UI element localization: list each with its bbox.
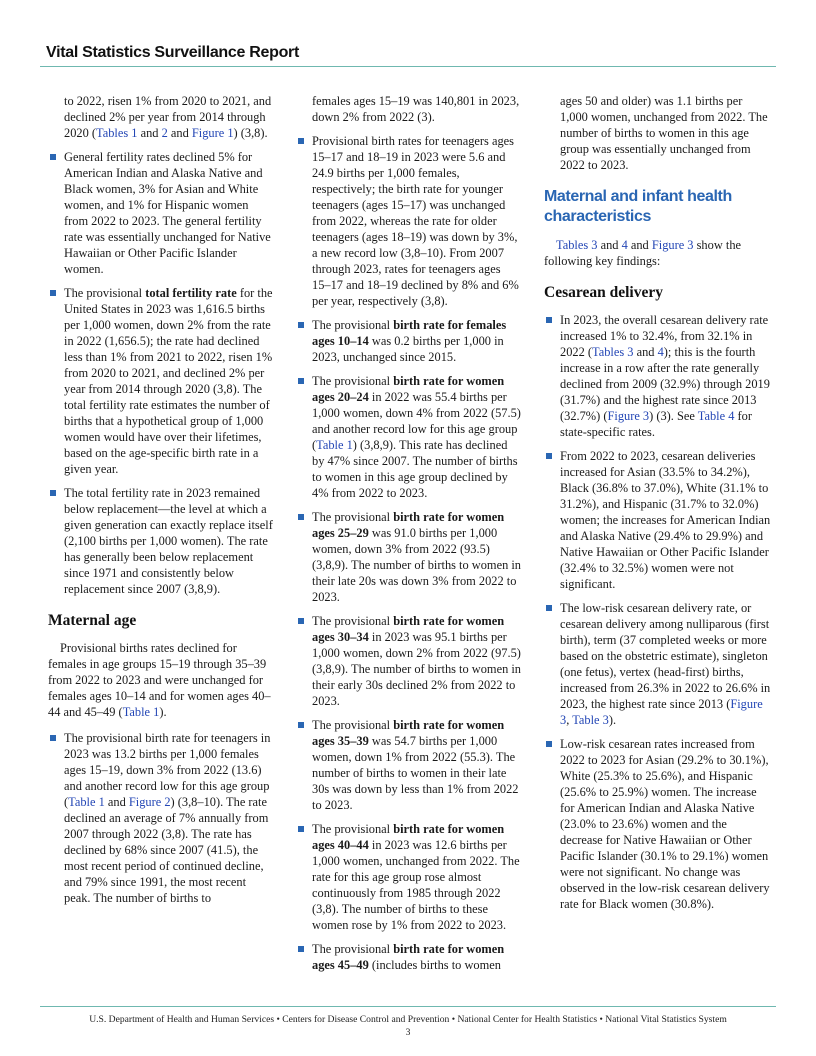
list-item: The low-risk cesarean delivery rate, or cesarean delivery among nulliparous (first birth), term (37 completed weeks or more based on the obstetric estimate), singleton (one fetus), vertex (head-first) births, increased from 26.3% in 2022 to 26.6% in 2023, the highest rate since 2013 (Figure 3, Table 3).: [544, 600, 772, 728]
link-tables-3[interactable]: Tables 3: [556, 238, 598, 252]
bullet-list: [544, 312, 772, 912]
link-table-2[interactable]: 2: [161, 126, 168, 140]
list-item: The provisional birth rate for teenagers in 2023 was 13.2 births per 1,000 females ages 15–19, down 3% from 2022 (13.6) and another record low for this age group (Table 1 and Figure 2) (3,8–10). The rate declined an average of 7% annually from 2007 through 2022 (3,8). The rate has declined by 68% since 2007 (41.5), the most recent period of continued decline, and 79% since 1991, the most recent peak. The number of births to: [48, 730, 273, 906]
footer-divider: [40, 1006, 776, 1007]
list-item: From 2022 to 2023, cesarean deliveries increased for Asian (33.5% to 34.2%), Black (36.8% to 37.0%), White (31.1% to 31.2%), and Hispanic (31.7% to 32.0%) women; the increases for American Indian and Alaska Native (29.4% to 29.9%) and Native Hawaiian or Other Pacific Islander (32.4% to 32.5%) women were not significant.: [544, 448, 772, 592]
link-figure-3[interactable]: Figure 3: [651, 238, 694, 252]
continued-paragraph: to 2022, risen 1% from 2020 to 2021, and declined 2% per year from 2014 through 2020 (Tables 1 and 2 and Figure 1) (3,8).: [64, 94, 272, 140]
list-item: The total fertility rate in 2023 remained below replacement—the level at which a given generation can exactly replace itself (2,100 births per 1,000 women). The rate has generally been below replacement since 1971 and consistently below replacement since 2007 (3,8,9).: [48, 485, 273, 597]
report-title: Vital Statistics Surveillance Report: [46, 44, 300, 61]
footer-text: U.S. Department of Health and Human Services • Centers for Disease Control and Prevention • National Center for Health Statistics • National Vital Statistics System: [89, 1014, 727, 1025]
bullet-list: [48, 149, 273, 597]
column-2: [296, 93, 522, 981]
list-item: The provisional birth rate for women ages 30–34 in 2023 was 95.1 births per 1,000 women, down 2% from 2022 (97.5) (3,8,9). The number of births to women in their early 30s declined 2% from 2022 to 2023.: [296, 613, 522, 709]
link-figure-2[interactable]: Figure 2: [128, 795, 171, 809]
link-table-1[interactable]: Table 1: [122, 705, 160, 719]
link-table-1[interactable]: Table 1: [68, 795, 105, 809]
link-table-4[interactable]: 4: [657, 345, 664, 359]
link-figure-3[interactable]: Figure 3: [607, 409, 650, 423]
link-tables-1[interactable]: Tables 1: [96, 126, 138, 140]
list-item: The provisional birth rate for women ages 20–24 in 2022 was 55.4 births per 1,000 women, down 4% from 2022 (57.5) and another record low for this age group (Table 1) (3,8,9). This rate has declined by 47% since 2007. The number of births to women in this age group declined by 4% from 2022 to 2023.: [296, 373, 522, 501]
link-table-4[interactable]: 4: [621, 238, 628, 252]
link-figure-3[interactable]: Figure 3: [560, 697, 763, 727]
list-item: General fertility rates declined 5% for American Indian and Alaska Native and Black women, 3% for Asian and White women, and 1% for Hispanic women from 2022 to 2023. The general fertility rate was essentially unchanged for Native Hawaiian or Other Pacific Islander women.: [48, 149, 273, 277]
list-item: Provisional birth rates for teenagers ages 15–17 and 18–19 in 2023 were 5.6 and 24.9 births per 1,000 females, respectively; the birth rate for younger teenagers (ages 15–17) was unchanged from 2022, whereas the rate for older teenagers (ages 18–19) was down by 3%, a new record low (3,8–10). From 2007 through 2023, rates for teenagers ages 15–17 and 18–19 declined by 8% and 6% per year, respectively (3,8).: [296, 133, 522, 309]
section-heading-cesarean: Cesarean delivery: [544, 284, 663, 301]
column-3: [544, 93, 772, 920]
column-1: [48, 93, 273, 914]
list-item: The provisional birth rate for women ages 25–29 was 91.0 births per 1,000 women, down 3% from 2022 (93.5) (3,8,9). The number of births to women in their late 20s was down 3% from 2022 to 2023.: [296, 509, 522, 605]
bullet-list: [48, 730, 273, 906]
page-number: 3: [405, 1027, 411, 1038]
list-item: In 2023, the overall cesarean delivery rate increased 1% to 32.4%, from 32.1% in 2022 (Tables 3 and 4); this is the fourth increase in a row after the rate generally declined from 2009 (32.9%) through 2019 (31.7%) and the highest rate since 2013 (32.7%) (Figure 3) (3). See Table 4 for state-specific rates.: [544, 312, 772, 440]
continued-paragraph: ages 50 and older) was 1.1 births per 1,000 women, unchanged from 2022. The number of births to women in this age group was essentially unchanged from 2022 to 2023.: [560, 94, 768, 172]
list-item: The provisional total fertility rate for the United States in 2023 was 1,616.5 births per 1,000 women, down 2% from the rate in 2022 (1,656.5); the rate had declined less than 1% from 2021 to 2022, risen 1% from 2020 to 2021, and declined 2% per year from 2014 through 2020 (3,8). The total fertility rate estimates the number of births that a hypothetical group of 1,000 women would have over their lifetimes, based on the age-specific birth rate in a given year.: [48, 285, 273, 477]
link-table-3[interactable]: Table 3: [572, 713, 609, 727]
header-divider: [40, 66, 776, 67]
list-item: The provisional birth rate for women ages 40–44 in 2023 was 12.6 births per 1,000 women, unchanged from 2022. The rate for this age group rose almost continuously from 1985 through 2022 (3,8). The number of births to these women rose by 1% from 2022 to 2023.: [296, 821, 522, 933]
continued-paragraph: females ages 15–19 was 140,801 in 2023, down 2% from 2022 (3).: [312, 94, 520, 124]
section-heading-maternal-age: Maternal age: [48, 612, 137, 629]
section-heading-maternal-infant: Maternal and infant health characteristics: [544, 188, 732, 225]
link-figure-1[interactable]: Figure 1: [191, 126, 234, 140]
bullet-list: [296, 133, 522, 973]
list-item: The provisional birth rate for women ages 45–49 (includes births to women: [296, 941, 522, 973]
link-table-1[interactable]: Table 1: [316, 438, 353, 452]
section-intro: Tables 3 and 4 and Figure 3 show the following key findings:: [544, 238, 742, 268]
list-item: The provisional birth rate for women ages 35–39 was 54.7 births per 1,000 women, down 1% from 2022 (55.3). The number of births to women in their late 30s was down by less than 1% from 2022 to 2023.: [296, 717, 522, 813]
list-item: Low-risk cesarean rates increased from 2022 to 2023 for Asian (29.2% to 30.1%), White (25.3% to 25.6%), and Hispanic (25.6% to 25.9%) women. The increase for American Indian and Alaska Native (23.0% to 23.6%) women and the decrease for Native Hawaiian or Other Pacific Islander (30.1% to 29.1%) women were not significant. No change was observed in the low-risk cesarean delivery rate for Black women (30.8%).: [544, 736, 772, 912]
link-table-4[interactable]: Table 4: [697, 409, 735, 423]
section-intro: Provisional births rates declined for females in age groups 15–19 through 35–39 from 2022 to 2023 and were unchanged for females ages 10–14 and for women ages 40–44 and 45–49 (Table 1).: [48, 641, 271, 719]
list-item: The provisional birth rate for females ages 10–14 was 0.2 births per 1,000 in 2023, unchanged since 2015.: [296, 317, 522, 365]
link-tables-3[interactable]: Tables 3: [592, 345, 634, 359]
